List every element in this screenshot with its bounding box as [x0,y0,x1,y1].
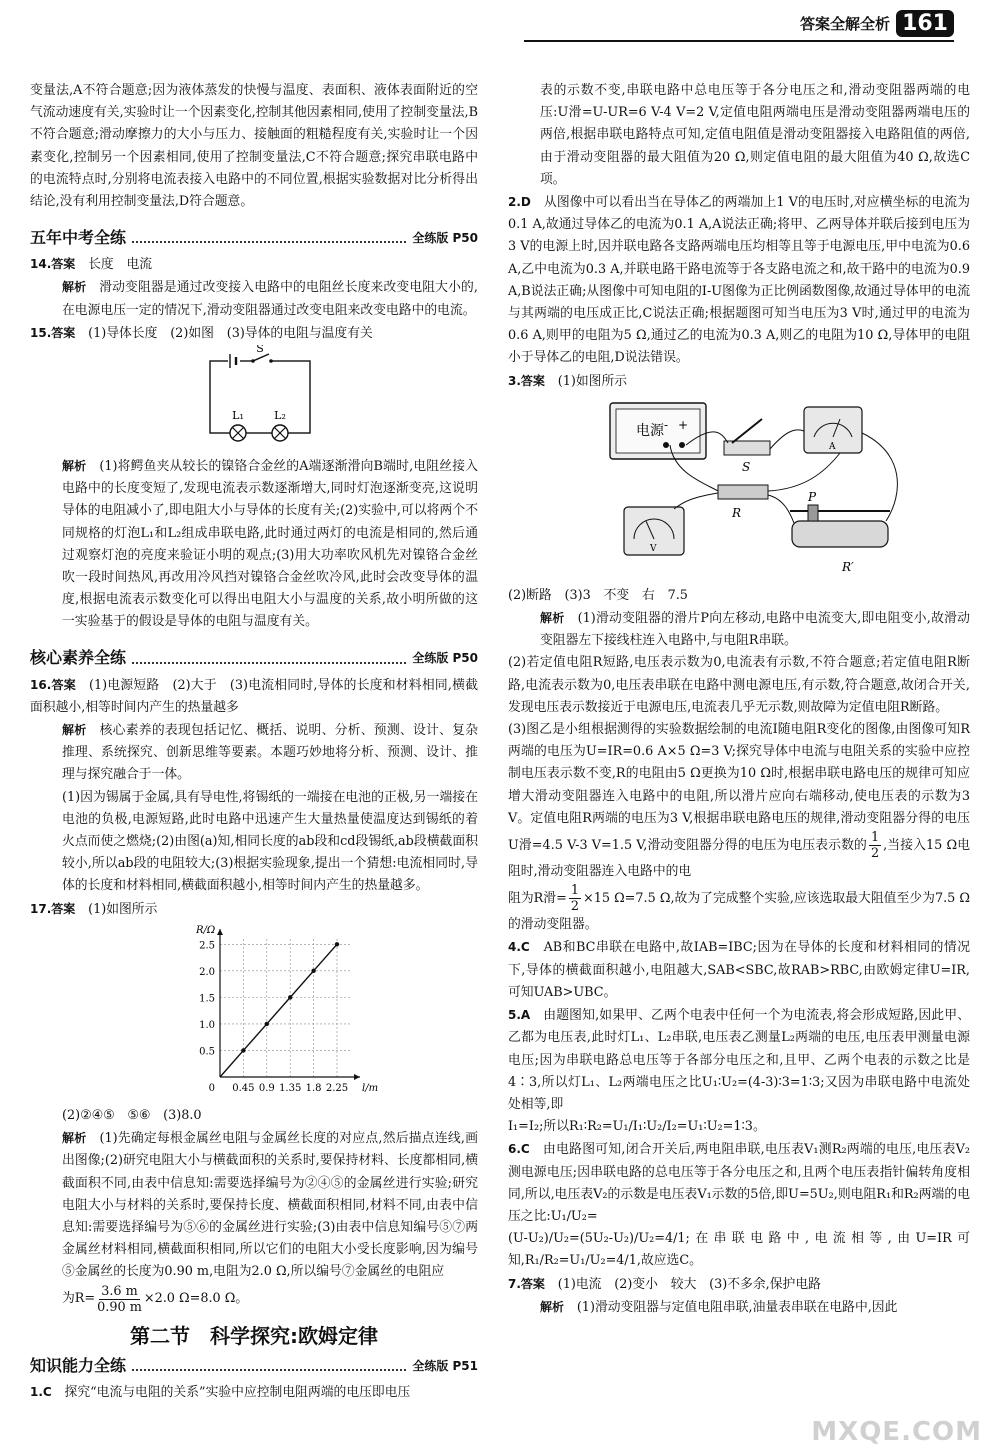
ammeter-label: A [829,441,836,452]
y-tick-label: 0.5 [199,1046,215,1058]
origin-label: 0 [208,1082,215,1094]
question-16-analysis-2: (1)因为锡属于金属,具有导电性,将锡纸的一端接在电池的正极,另一端接在电池的负极,电源短路,此时电路中迅速产生大量热量使温度达到锡纸的着火点而使之燃烧;(2)由图(a)知,相同长度的ab段和cd段锡纸,ab段横截面积较小,所以ab段的电阻较大;(3)根据实验现象,提出一个猜想:电流相同时,导体的长度和材料相同,横截面积越小,相等时间内产生的热量越多。 [62,789,478,894]
power-label: 电源 [636,422,664,439]
continued-paragraph: 变量法,A不符合题意;因为液体蒸发的快慢与温度、表面积、液体表面附近的空气流动速度有关,实验时让一个因素变化,控制其他因素相同,使用了控制变量法,B不符合题意;滑动摩擦力的大小与压力、接触面的粗糙程度有关,实验时让一个因素变化,控制另一个因素相同,使用了控制变量法,C不符合题意;探究串联电路中的电流特点时,分别将电流表接入电路中的不同位置,根据实验数据对比分析得出结论,没有利用控制变量法,D符合题意。 [30,83,478,210]
page-header [800,6,954,40]
x-tick-label: 0.9 [258,1082,275,1094]
question-7-analysis: 解析 (1)滑动变阻器与定值电阻串联,油量表串联在电路中,因此 [540,1299,898,1315]
y-tick-label: 2.5 [199,940,215,952]
fraction: $\frac{1}{2}$ [570,883,579,915]
question-17-answer: 17.答案 (1)如图所示 [30,901,158,917]
rheostat-icon [792,521,888,547]
question-4: 4.C AB和BC串联在电路中,故IAB=IBC;因为在导体的长度和材料相同的情况下,导体的横截面积越小,电阻越大,SAB<SBC,故RAB>RBC,由欧姆定律U=IR,可知UAB>UBC。 [508,940,971,1000]
experiment-svg [604,393,914,581]
fraction: $\frac{1}{2}$ [870,830,880,862]
question-17-answer-2: (2)②④⑤ ⑤⑥ (3)8.0 [62,1107,202,1123]
question-5: 5.A 由题图知,如果甲、乙两个电表中任何一个为电流表,将会形成短路,因此甲、乙都为电压表,此时灯L₁、L₂串联,电压表乙测量L₂两端的电压,电压表甲测量电源电压;因为串联电路总电压等于各部分电压之和,且甲、乙两个电表的示数之比是4∶3,所以灯L₁、L₂两端电压之比U₁∶U₂=(4-3)∶3=1∶3;又因为串联电路中电流处处相等,即 [508,1008,970,1112]
x-axis-label: l/m [362,1082,379,1094]
y-tick-label: 1.5 [199,993,215,1005]
resistor-icon [718,485,768,499]
section-header-knowledge [30,1349,478,1377]
question-3-answer: 3.答案 (1)如图所示 [508,373,628,389]
continued-paragraph-right: 表的示数不变,串联电路中总电压等于各分电压之和,滑动变阻器两端的电压:U滑=U-UR=6 V-4 V=2 V,定值电阻两端电压是滑动变阻器两端电压的两倍,根据串联电路特点可知,定值电阻值是滑动变阻器接入电路阻值的两倍,由于滑动变阻器的最大阻值为20 Ω,则定值电阻的最大阻值为40 Ω,故选C项。 [540,83,970,187]
question-3-analysis-3: (3)图乙是小组根据测得的实验数据绘制的电流I随电阻R变化的图像,由图像可知R两端的电压为U=IR=0.6 A×5 Ω=3 V;探究导体中电流与电阻关系的实验中应控制电压表示数不变,R的电阻由5 Ω更换为10 Ω时,根据串联电路电压的规律可知应增大滑动变阻器连入电路中的电阻,所以滑片应向右端移动,使电压表的示数为3 V。定值电阻R两端的电压为3 V,根据串联电路电压的规律,滑动变阻器分得的电压U滑=4.5 V-3 V=1.5 V,滑动变阻器分得的电压为电压表示数的 $\frac{1}{2}$ ,当接入15 Ω电阻时,滑动变阻器连入电路中的电 [508,722,971,880]
lamp-1-label: L₁ [232,409,244,423]
question-2: 2.D 从图像中可以看出当在导体乙的两端加上1 V的电压时,对应横坐标的电流为0.1 A,故通过导体乙的电流为0.1 A,A说法正确;将甲、乙两导体并联后接到电压为3 V的电源上时,因并联电路各支路两端电压均相等且等于电源电压,甲中电流为0.6 A,乙中电流为0.3 A,并联电路干路电流等于各支路电流之和,故干路中的电流为0.9 A,B说法正确;从图像中可知电阻的I-U图像为正比例函数图像,故通过导体甲的电流与其两端的电压成正比,C说法正确;根据题图可知当电压为3 V时,通过甲的电流为0.6 A,则甲的电阻为5 Ω,通过乙的电流为0.3 A,则乙的电阻为10 Ω,导体甲的电阻小于导体乙的电阻,D说法错误。 [508,195,970,366]
question-15-analysis: 解析 (1)将鳄鱼夹从较长的镍铬合金丝的A端逐渐滑向B端时,电阻丝接入电路中的长度变短了,发现电流表示数逐渐增大,同时灯泡逐渐变亮,这说明导体的电阻减小了,即电阻大小与导体的长度有关;(2)实验中,可以将两个不同规格的灯泡L₁和L₂组成串联电路,此时通过两灯的电流是相同的,然后通过观察灯泡的亮度来验证小明的观点;(3)用大功率吹风机先对镍铬合金丝吹一段时间热风,再改用冷风挡对镍铬合金丝吹冷风,此时会改变导体的温度,根据电流表示数变化可以得出电阻大小与温度的关系,故小明所做的这一实验基于的假设是导体的电阻与温度有关。 [62,459,479,630]
section-header-core-literacy [30,642,478,670]
series-circuit-svg [180,345,320,449]
page-number: 161 [896,10,954,37]
leader-dots [132,241,406,243]
data-point [335,942,339,946]
data-point [311,969,315,973]
x-tick-label: 0.45 [232,1082,255,1094]
header-rule [524,40,954,42]
leader-dots [132,662,406,664]
question-6: 6.C 由电路图可知,闭合开关后,两电阻串联,电压表V₁测R₂两端的电压,电压表V₂测电源电压;因串联电路的总电压等于各分电压之和,且两个电压表指针偏转角度相同,所以,电压表V₂的示数是电压表V₁示数的5倍,即U=5U₂,则电阻R₁和R₂两端的电压之比:U₁/U₂= [508,1142,971,1224]
question-16-analysis: 解析 核心素养的表现包括记忆、概括、说明、分析、预测、设计、复杂推理、系统探究、创新思维等要素。本题巧妙地将分析、预测、设计、推理与探究融合于一体。 [62,723,478,783]
right-column [508,80,970,1319]
resistor-label: R [732,505,742,520]
y-axis-arrow [217,929,223,935]
question-17-formula: 为R= $\frac{3.6 m}{0.90 m}$ ×2.0 Ω=8.0 Ω。 [62,1283,249,1315]
resistance-length-chart [30,921,478,1105]
question-7-answer: 7.答案 (1)电流 (2)变小 较大 (3)不多余,保护电路 [508,1276,821,1292]
fraction: $\frac{3.6 m}{0.90 m}$ [97,1283,142,1315]
question-17-analysis: 解析 (1)先确定每根金属丝电阻与金属丝长度的对应点,然后描点连线,画出图像;(2)研究电阻大小与横截面积的关系时,要保持材料、长度都相同,横截面积不同,由表中信息知:需要选择编号为②④⑤的金属丝进行实验;研究电阻大小与材料的关系时,要保持长度、横截面积相同,材料不同,由表中信息知:需要选择编号为⑤⑥的金属丝进行实验;(3)由表中信息知编号⑤⑦两金属丝材料相同,横截面积相同,所以它们的电阻大小受长度影响,因为编号⑤金属丝的长度为0.90 m,电阻为2.0 Ω,所以编号⑦金属丝的电阻应 [62,1131,478,1280]
rheostat-label: R′ [842,559,854,574]
voltmeter-label: V [650,543,657,554]
data-point [241,1048,245,1052]
section-title: 知识能力全练 [30,1355,127,1375]
circuit-diagram [30,345,478,455]
question-3-answer-2: (2)断路 (3)3 不变 右 7.5 [508,587,688,603]
lamp-2-label: L₂ [274,409,286,423]
question-3-analysis: 解析 (1)滑动变阻器的滑片P向左移动,电路中电流变大,即电阻变小,故滑动变阻器左下接线柱连入电路中,与电阻R串联。 [540,611,970,649]
chart-svg [180,921,380,1103]
y-tick-label: 2.0 [199,966,215,978]
y-tick-label: 1.0 [199,1019,215,1031]
data-point [288,995,292,999]
x-tick-label: 2.25 [325,1082,349,1094]
section-edition: 全练版 P50 [412,231,478,246]
slider-label: P [808,489,817,504]
section-edition: 全练版 P51 [412,1358,478,1373]
section-title: 核心素养全练 [30,648,127,668]
question-5-formula: I₁=I₂;所以R₁∶R₂=U₁/I₁∶U₂/I₂=U₁∶U₂=1∶3。 [508,1119,766,1135]
x-tick-label: 1.8 [305,1082,322,1094]
x-axis-arrow [354,1074,360,1080]
question-3-analysis-4: 阻为R滑= $\frac{1}{2}$ ×15 Ω=7.5 Ω,故为了完成整个实验,应该选取最大阻值至少为7.5 Ω的滑动变阻器。 [508,883,970,933]
chapter-title: 第二节 科学探究:欧姆定律 [130,1323,378,1348]
switch-label: S [256,345,264,356]
question-6-formula: (U-U₂)/U₂=(5U₂-U₂)/U₂=4/1;在串联电路中,电流相等,由U=IR可知,R₁/R₂=U₁/U₂=4/1,故应选C。 [508,1231,970,1269]
slider-icon [808,505,818,521]
data-line [220,944,337,1077]
question-1: 1.C 探究“电流与电阻的关系”实验中应控制电阻两端的电压即电压 [30,1384,411,1400]
question-14-analysis: 解析 滑动变阻器是通过改变接入电路中的电阻丝长度来改变电阻大小的,在电源电压一定的情况下,滑动变阻器通过改变电阻来改变电路中的电流。 [62,280,478,318]
question-16-answer: 16.答案 (1)电源短路 (2)大于 (3)电流相同时,导体的长度和材料相同,横截面积越小,相等时间内产生的热量越多 [30,677,478,715]
left-column [30,80,478,1404]
watermark-logo: MXQE.COM [811,1417,982,1447]
question-14-answer: 14.答案 长度 电流 [30,257,153,273]
header-title: 答案全解全析 [800,14,891,33]
section-edition: 全练版 P50 [412,651,478,666]
y-axis-label: R/Ω [196,924,216,936]
question-15-answer: 15.答案 (1)导体长度 (2)如图 (3)导体的电阻与温度有关 [30,325,373,341]
experiment-figure [508,393,970,585]
switch-blade-icon [732,419,762,443]
x-tick-label: 1.35 [279,1082,302,1094]
section-title: 五年中考全练 [30,228,127,248]
question-3-analysis-2: (2)若定值电阻R短路,电压表示数为0,电流表有示数,不符合题意;若定值电阻R断路,电流表示数为0,电压表串联在电路中测电源电压,有示数,符合题意,故闭合开关,发现电压表示数接近于电源电压,电流表几乎无示数,则故障为定值电阻R断路。 [508,655,970,715]
data-point [265,1022,269,1026]
plus-label: + [678,417,689,432]
switch-base [724,441,770,455]
switch-label-s: S [742,459,751,474]
minus-label: - [664,417,669,432]
section-header-five-year [30,221,478,249]
leader-dots [132,1369,406,1371]
